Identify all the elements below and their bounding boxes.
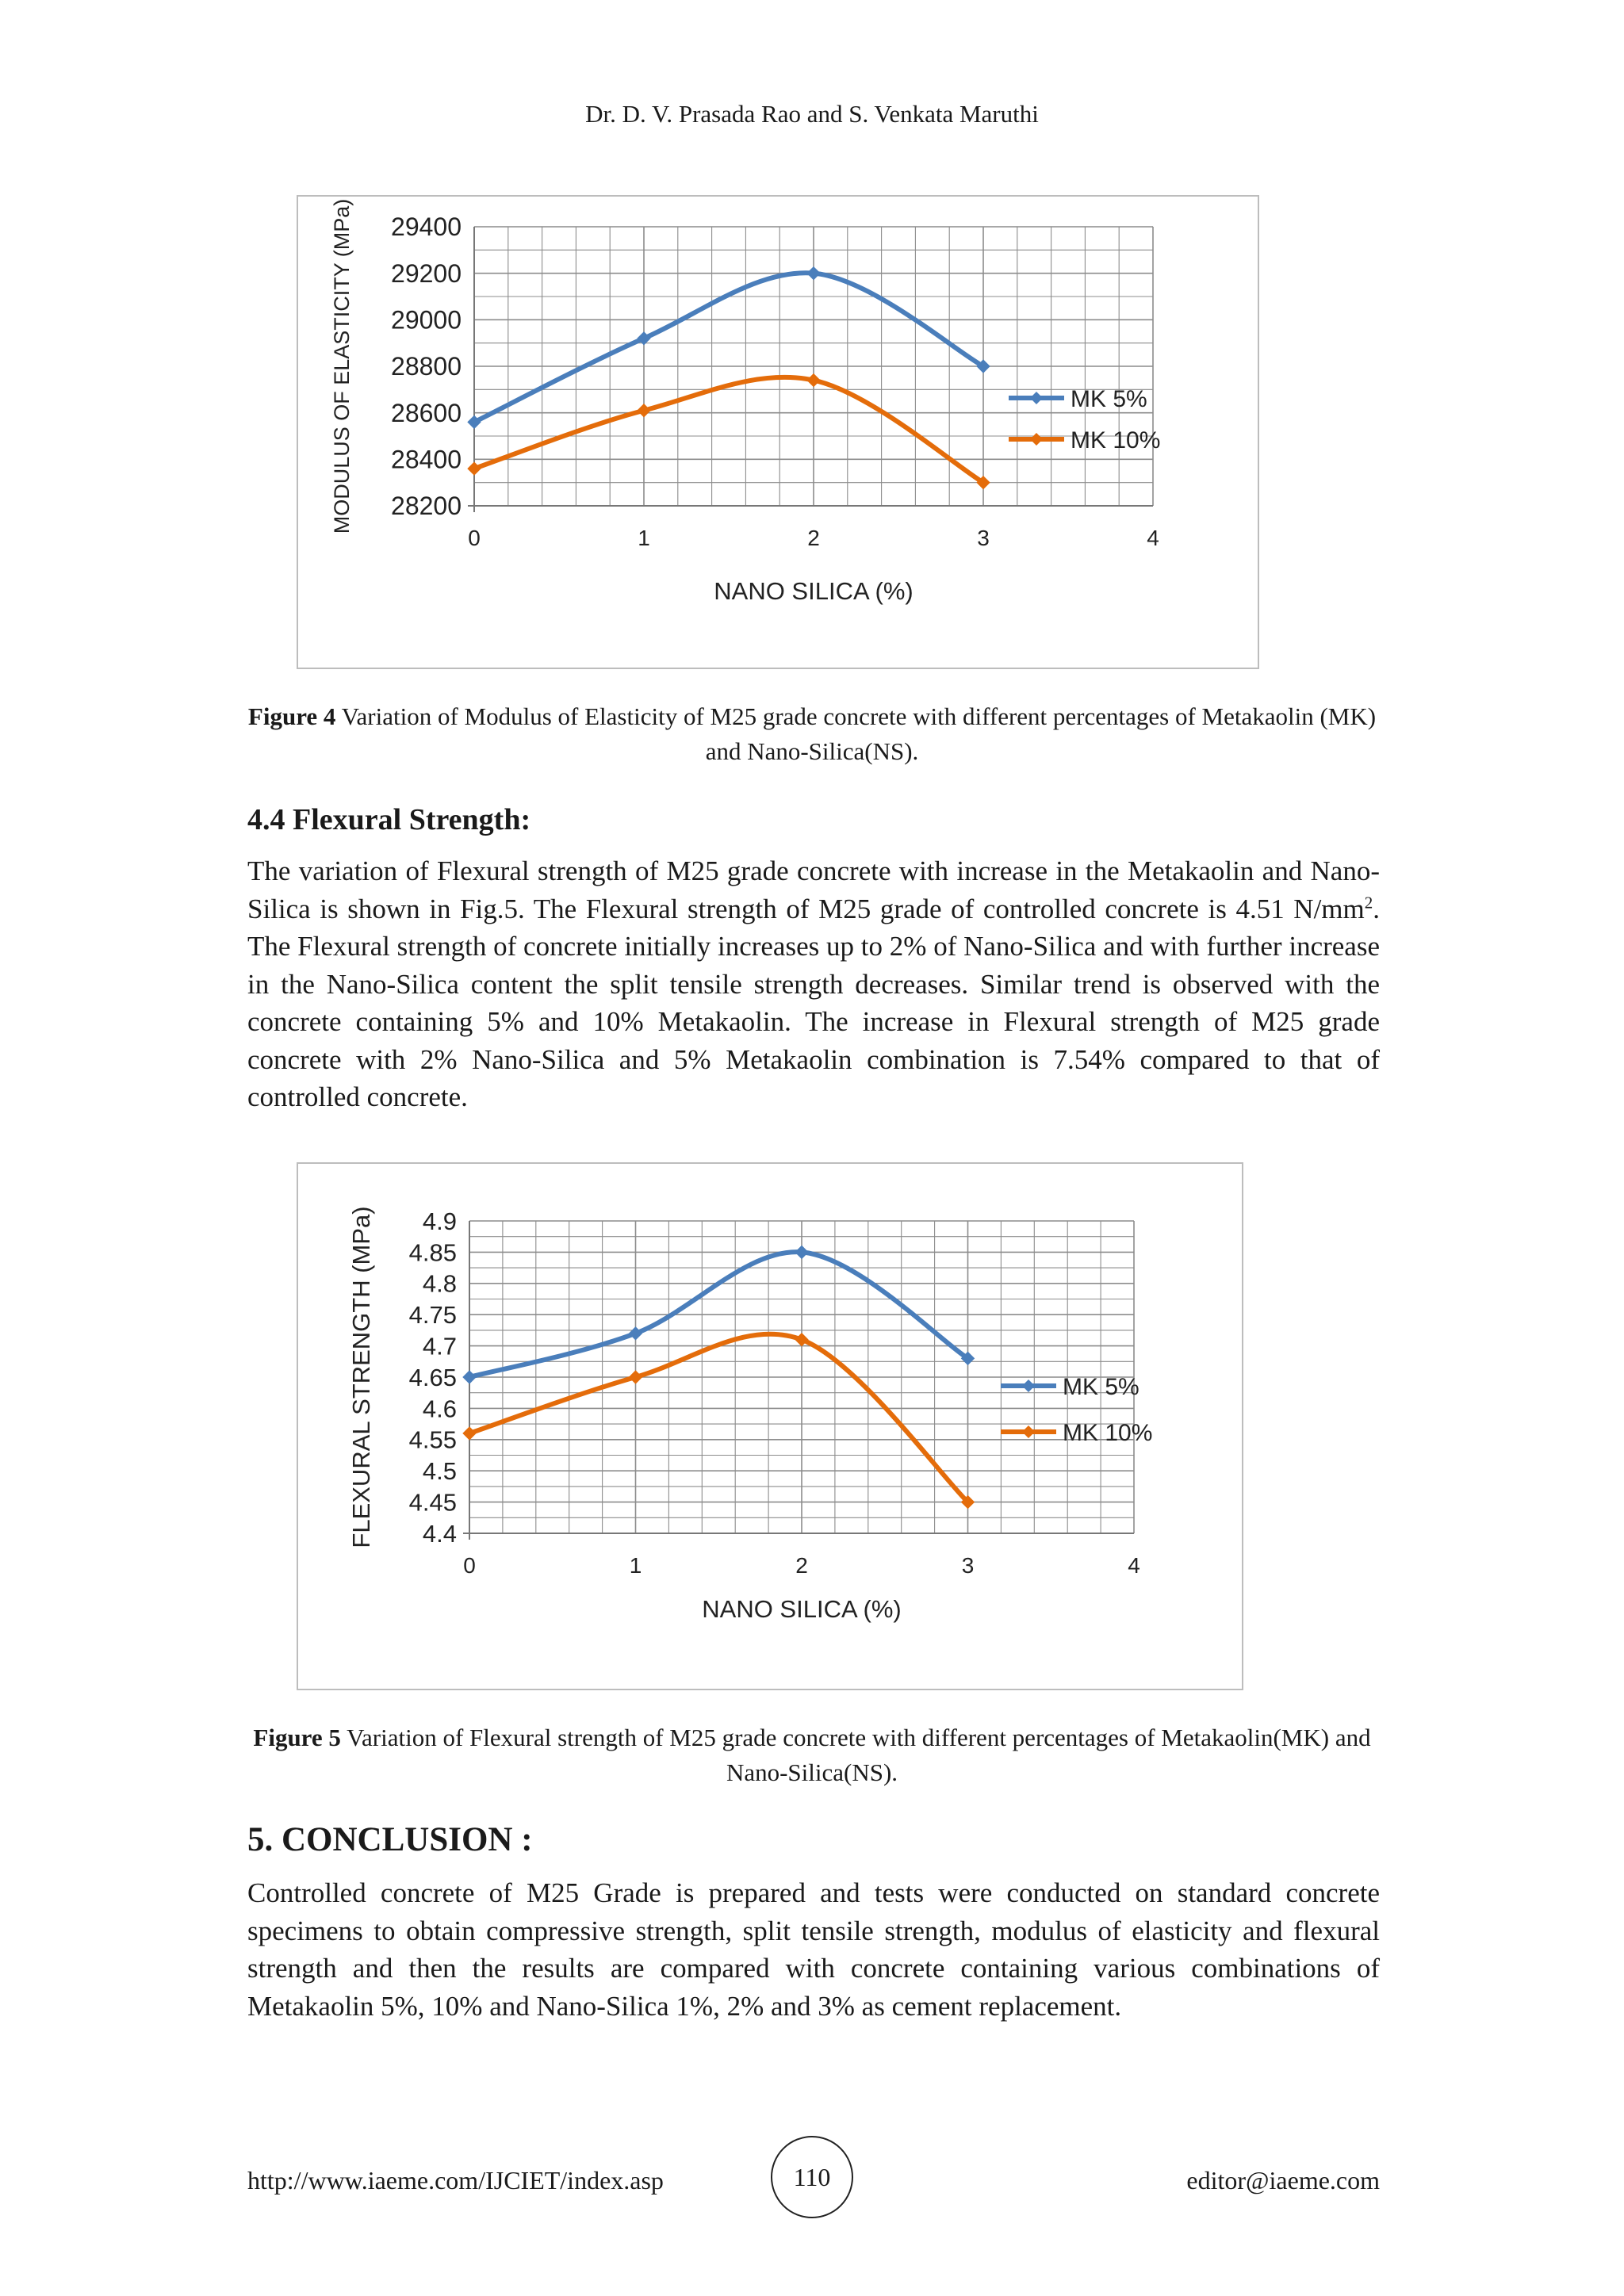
figure-4-plot xyxy=(298,197,1258,668)
fig4-y-tick-label: 28800 xyxy=(391,352,462,381)
fig4-legend-label-2: MK 10% xyxy=(1071,427,1161,453)
fig4-y-tick-label: 29400 xyxy=(391,212,462,242)
figure-5-caption xyxy=(222,1720,1402,1790)
footer-url-link[interactable]: http://www.iaeme.com/IJCIET/index.asp xyxy=(247,2166,664,2195)
fig5-y-axis-title: FLEXURAL STRENGTH (MPa) xyxy=(347,1206,375,1548)
fig5-data-point xyxy=(463,1427,476,1440)
fig4-x-tick-label: 3 xyxy=(977,526,990,550)
fig4-y-tick-label: 28600 xyxy=(391,398,462,427)
fig5-y-tick-label: 4.6 xyxy=(422,1395,457,1423)
fig4-legend-marker-1 xyxy=(1030,392,1043,404)
section-paragraph-flexural-strength xyxy=(247,852,1380,1116)
paragraph-text-part2: . The Flexural strength of concrete initially increases up to 2% of Nano-Silica and with further increase in the Nano-Silica content the split tensile strength decreases. Similar trend is observed with the concrete containing 5% and 10% Metakaolin. The increase in Flexural strength of M25 grade concrete with 2% Nano-Silica and 5% Metakaolin combination is 7.54% compared to that of controlled concrete. xyxy=(247,893,1380,1112)
figure-5-plot xyxy=(298,1164,1242,1689)
fig5-legend-marker-1 xyxy=(1022,1380,1035,1392)
fig5-x-tick-label: 4 xyxy=(1128,1553,1140,1578)
fig4-series-line-1 xyxy=(474,273,983,422)
fig4-data-point xyxy=(807,267,820,280)
fig4-legend-label-1: MK 5% xyxy=(1071,386,1147,412)
fig4-x-tick-label: 2 xyxy=(807,526,820,550)
fig5-x-tick-label: 3 xyxy=(961,1553,975,1578)
fig5-x-axis-title: NANO SILICA (%) xyxy=(702,1595,902,1623)
fig4-y-tick-label: 29200 xyxy=(391,258,462,288)
fig5-y-tick-label: 4.4 xyxy=(422,1519,457,1548)
fig5-x-tick-label: 2 xyxy=(795,1553,808,1578)
fig5-y-tick-label: 4.8 xyxy=(422,1269,457,1298)
section-heading-flexural-strength: 4.4 Flexural Strength: xyxy=(247,803,531,836)
figure-4-chart xyxy=(297,195,1259,669)
fig5-x-tick-label: 0 xyxy=(463,1553,476,1578)
page-number: 110 xyxy=(771,2136,853,2218)
fig5-y-tick-label: 4.9 xyxy=(422,1207,457,1235)
fig5-y-tick-label: 4.85 xyxy=(408,1238,457,1267)
fig5-legend-label-2: MK 10% xyxy=(1063,1420,1153,1446)
fig4-x-axis-title: NANO SILICA (%) xyxy=(714,577,914,605)
fig4-x-tick-label: 1 xyxy=(638,526,650,550)
fig5-y-tick-label: 4.55 xyxy=(408,1425,457,1454)
fig5-x-tick-label: 1 xyxy=(629,1553,642,1578)
running-header: Dr. D. V. Prasada Rao and S. Venkata Maruthi xyxy=(585,100,1039,128)
figure-4-caption-text: Variation of Modulus of Elasticity of M25 grade concrete with different percentages of Metakaolin (MK) and Nano-Silica(NS). xyxy=(335,702,1377,765)
fig5-y-tick-label: 4.65 xyxy=(408,1363,457,1391)
figure-4-caption-label: Figure 4 xyxy=(247,702,336,730)
fig4-series-line-2 xyxy=(474,377,983,483)
fig4-data-point xyxy=(468,462,481,475)
fig4-data-point xyxy=(807,374,820,387)
figure-5-caption-label: Figure 5 xyxy=(253,1724,341,1751)
fig5-data-point xyxy=(630,1371,642,1383)
fig5-legend-label-1: MK 5% xyxy=(1063,1374,1139,1400)
fig5-data-point xyxy=(630,1327,642,1340)
superscript: 2 xyxy=(1364,892,1373,912)
fig5-y-tick-label: 4.5 xyxy=(422,1457,457,1486)
figure-4-caption xyxy=(238,699,1386,769)
figure-5-chart xyxy=(297,1162,1243,1690)
section-paragraph-conclusion: Controlled concrete of M25 Grade is prepared and tests were conducted on standard concrete specimens to obtain compressive strength, split tensile strength, modulus of elasticity and flexural strength and then the results are compared with concrete containing various combinations of Metakaolin 5%, 10% and Nano-Silica 1%, 2% and 3% as cement replacement. xyxy=(247,1877,1380,2022)
fig5-y-tick-label: 4.75 xyxy=(408,1301,457,1330)
fig5-y-tick-label: 4.45 xyxy=(408,1488,457,1517)
fig4-y-tick-label: 28200 xyxy=(391,492,462,521)
fig5-legend-marker-2 xyxy=(1022,1425,1035,1438)
fig4-y-axis-title: MODULUS OF ELASTICITY (MPa) xyxy=(330,198,354,534)
section-heading-conclusion: 5. CONCLUSION : xyxy=(247,1821,533,1858)
fig4-y-tick-label: 29000 xyxy=(391,305,462,335)
fig4-data-point xyxy=(638,404,650,417)
fig4-x-tick-label: 0 xyxy=(468,526,481,550)
fig5-data-point xyxy=(795,1246,808,1258)
footer-email-link[interactable]: editor@iaeme.com xyxy=(1186,2166,1380,2195)
fig4-y-tick-label: 28400 xyxy=(391,445,462,474)
figure-5-caption-text: Variation of Flexural strength of M25 grade concrete with different percentages of Metakaolin(MK) and Nano-Silica(NS). xyxy=(340,1724,1371,1786)
fig4-legend-marker-2 xyxy=(1030,433,1043,446)
fig5-y-tick-label: 4.7 xyxy=(422,1332,457,1360)
fig4-x-tick-label: 4 xyxy=(1147,526,1159,550)
fig5-data-point xyxy=(463,1371,476,1383)
paragraph-text-part1: The variation of Flexural strength of M25 grade concrete with increase in the Metakaolin and Nano-Silica is shown in Fig.5. The Flexural strength of M25 grade of controlled concrete is 4.51 N/mm xyxy=(247,855,1380,924)
